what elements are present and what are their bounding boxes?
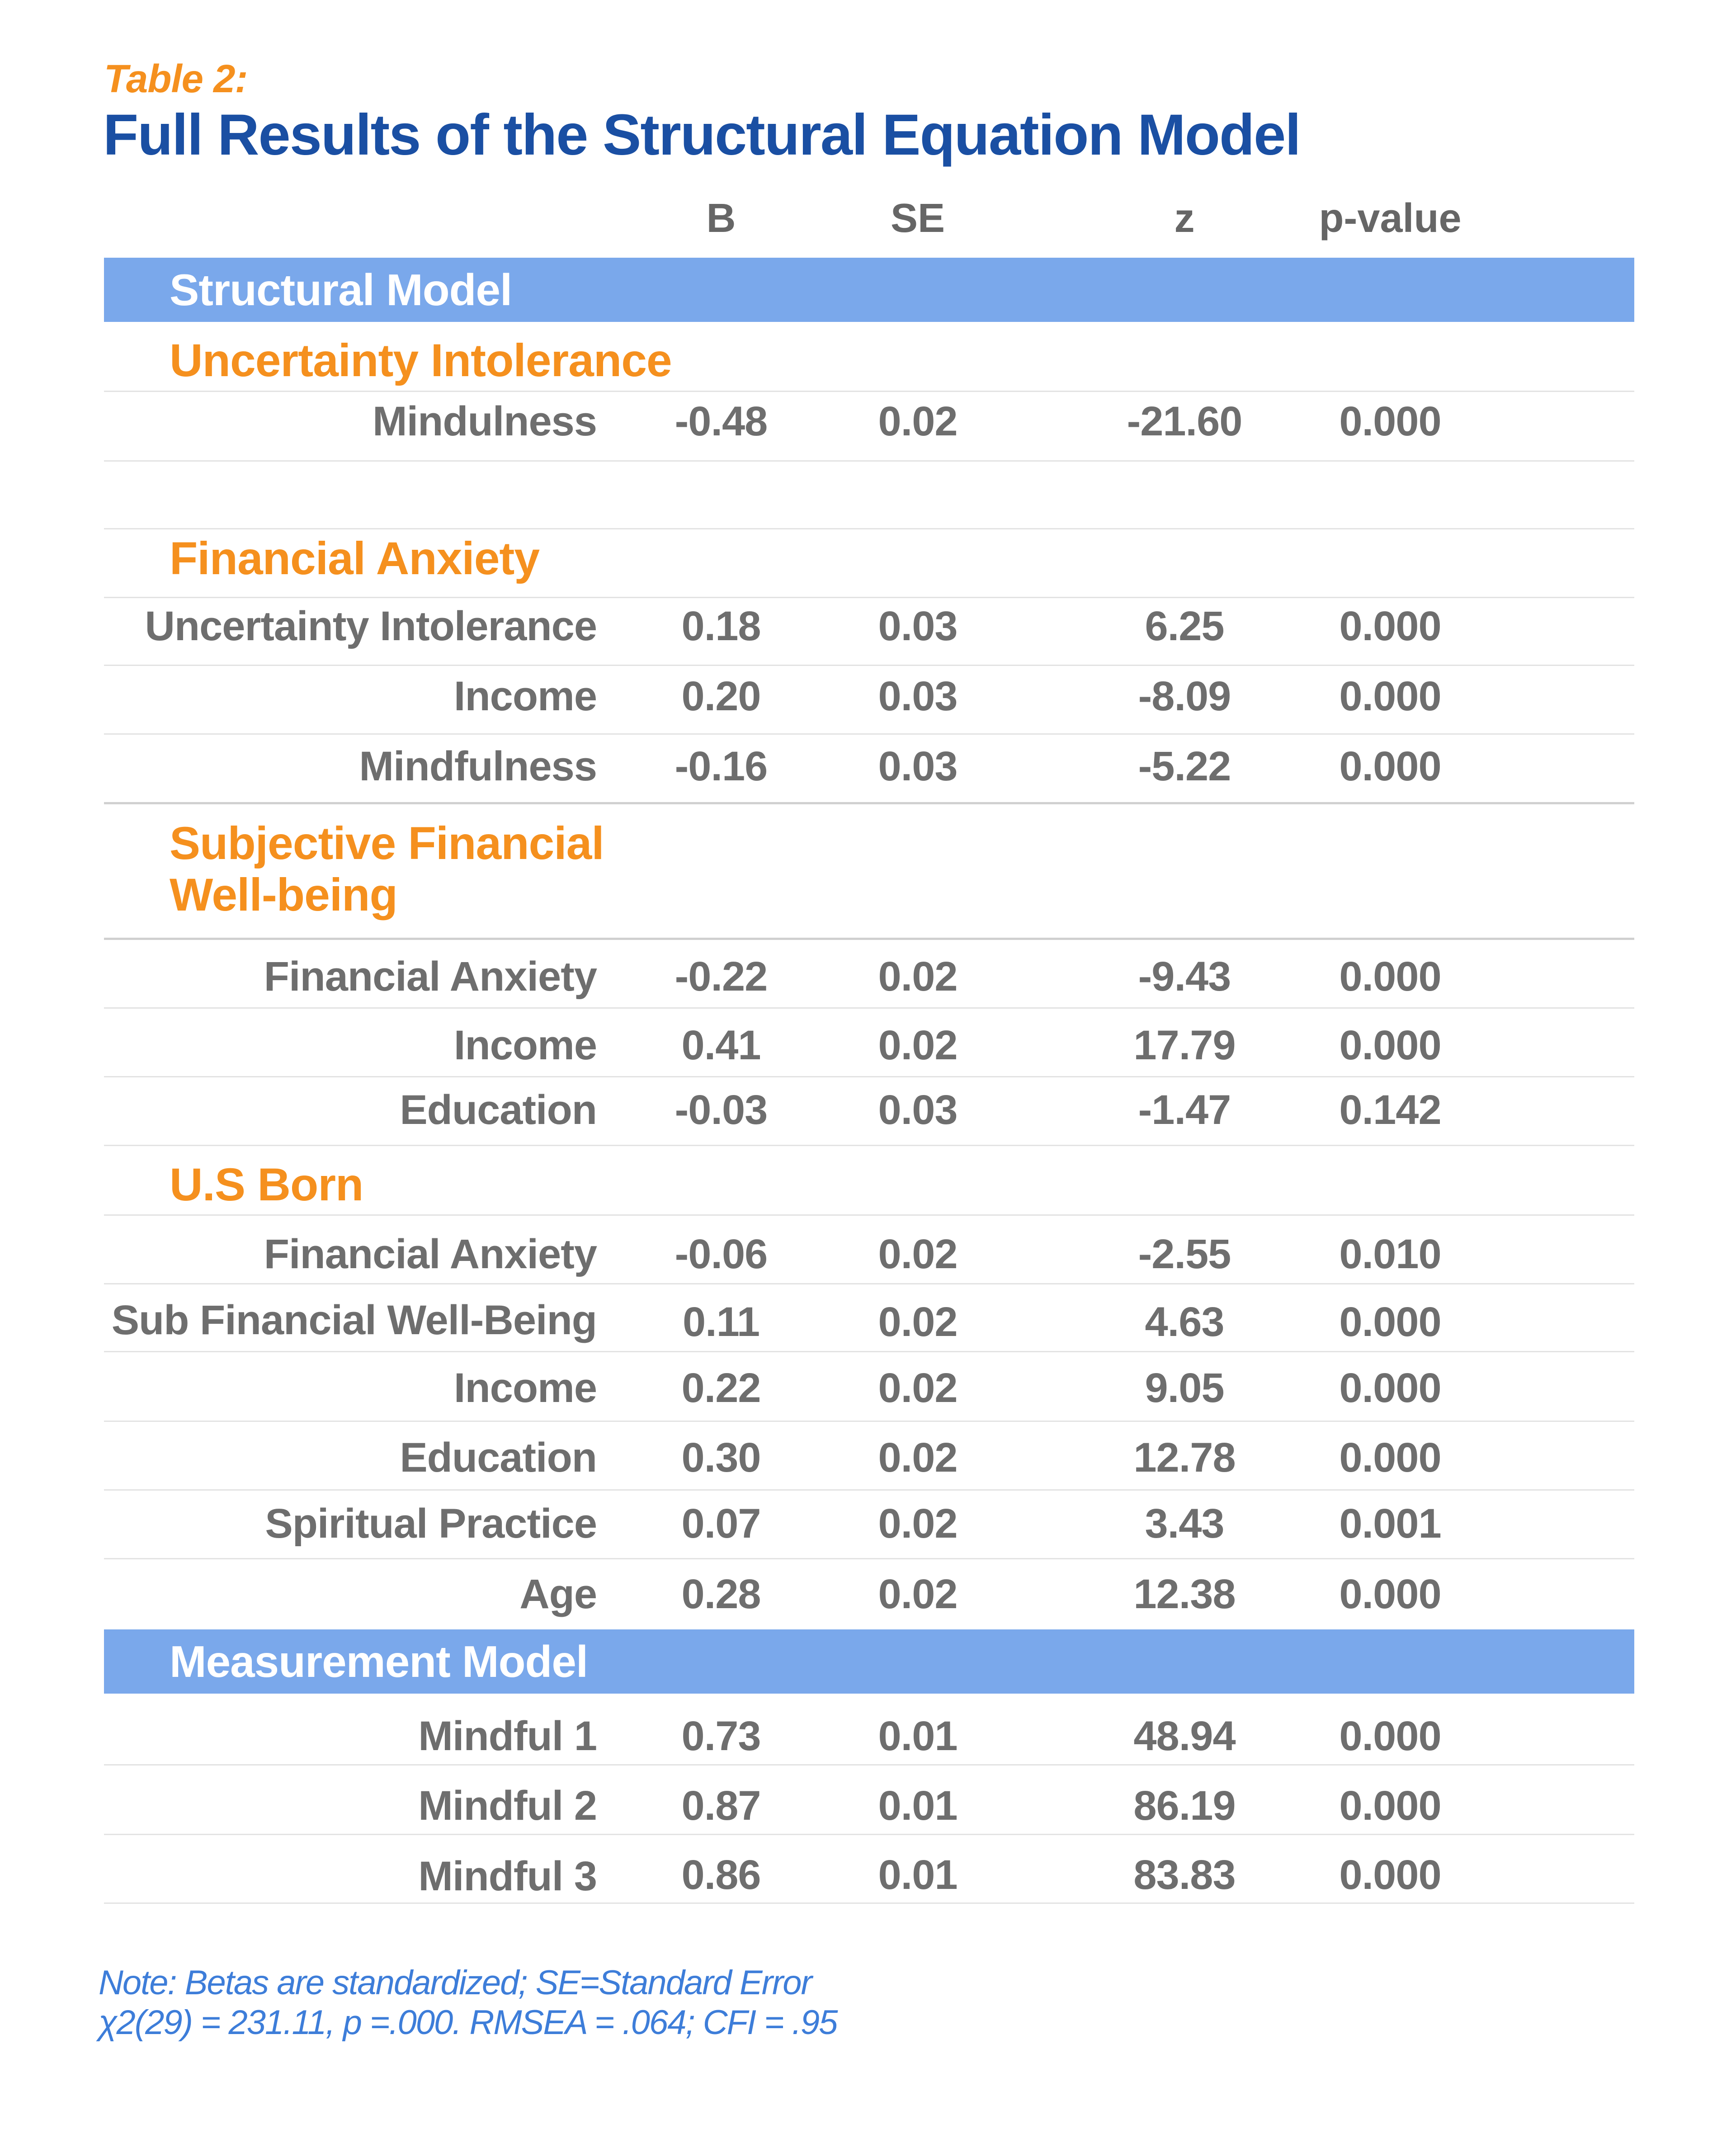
cell-b: 0.86 bbox=[681, 1852, 761, 1898]
cell-z: 17.79 bbox=[1133, 1022, 1236, 1068]
cell-z: -2.55 bbox=[1138, 1231, 1231, 1277]
section-band-structural-model bbox=[104, 258, 1634, 322]
group-title-line-2: Well-being bbox=[170, 869, 397, 921]
group-title-subjective-financial-well-being bbox=[170, 817, 604, 921]
row-divider bbox=[104, 1214, 1634, 1216]
cell-p: 0.010 bbox=[1339, 1231, 1441, 1277]
row-divider bbox=[104, 597, 1634, 598]
cell-p: 0.000 bbox=[1339, 1713, 1441, 1759]
cell-p: 0.142 bbox=[1339, 1087, 1441, 1133]
cell-se: 0.03 bbox=[878, 743, 958, 789]
column-header-se: SE bbox=[890, 196, 945, 241]
cell-b: 0.20 bbox=[681, 673, 761, 719]
row-label: Mindulness bbox=[372, 398, 597, 444]
column-header-b: B bbox=[706, 196, 736, 241]
row-label: Financial Anxiety bbox=[264, 954, 597, 1000]
row-divider bbox=[104, 1283, 1634, 1284]
table-title: Full Results of the Structural Equation Model bbox=[103, 103, 1300, 167]
row-label: Income bbox=[453, 673, 597, 719]
row-label: Education bbox=[400, 1435, 597, 1481]
group-divider bbox=[104, 802, 1634, 804]
group-title-financial-anxiety: Financial Anxiety bbox=[170, 533, 540, 584]
cell-b: 0.73 bbox=[681, 1713, 761, 1759]
row-divider bbox=[104, 1076, 1634, 1077]
cell-se: 0.02 bbox=[878, 1231, 958, 1277]
cell-b: 0.87 bbox=[681, 1783, 761, 1829]
cell-z: -1.47 bbox=[1138, 1087, 1231, 1133]
cell-z: -9.43 bbox=[1138, 954, 1231, 1000]
cell-z: 12.78 bbox=[1133, 1435, 1236, 1481]
row-label: Education bbox=[400, 1087, 597, 1133]
cell-z: 3.43 bbox=[1145, 1501, 1224, 1547]
cell-p: 0.000 bbox=[1339, 1299, 1441, 1345]
cell-p: 0.000 bbox=[1339, 1435, 1441, 1481]
cell-z: 83.83 bbox=[1133, 1852, 1236, 1898]
row-divider bbox=[104, 1489, 1634, 1491]
cell-b: 0.11 bbox=[683, 1299, 760, 1345]
cell-se: 0.02 bbox=[878, 1435, 958, 1481]
row-label: Mindful 1 bbox=[418, 1713, 597, 1759]
cell-p: 0.000 bbox=[1339, 603, 1441, 649]
row-divider bbox=[104, 1834, 1634, 1835]
row-divider bbox=[104, 1558, 1634, 1559]
cell-se: 0.02 bbox=[878, 1299, 958, 1345]
cell-b: -0.06 bbox=[675, 1231, 768, 1277]
row-label: Spiritual Practice bbox=[265, 1501, 597, 1547]
row-label: Income bbox=[453, 1022, 597, 1068]
table-caption: Table 2: bbox=[104, 57, 248, 101]
cell-z: -8.09 bbox=[1138, 673, 1231, 719]
cell-b: 0.18 bbox=[681, 603, 761, 649]
cell-se: 0.02 bbox=[878, 1571, 958, 1617]
group-title-line-1: Subjective Financial bbox=[170, 817, 604, 869]
column-header-p-value: p-value bbox=[1319, 196, 1462, 241]
cell-z: 6.25 bbox=[1145, 603, 1224, 649]
row-divider bbox=[104, 1007, 1634, 1009]
row-label: Uncertainty Intolerance bbox=[145, 603, 597, 649]
row-label: Mindful 3 bbox=[418, 1853, 597, 1899]
cell-b: 0.41 bbox=[681, 1022, 761, 1068]
cell-b: 0.07 bbox=[681, 1501, 761, 1547]
cell-b: 0.30 bbox=[681, 1435, 761, 1481]
section-label: Measurement Model bbox=[170, 1637, 588, 1686]
row-divider bbox=[104, 733, 1634, 735]
cell-z: -5.22 bbox=[1138, 743, 1231, 789]
section-label: Structural Model bbox=[170, 265, 512, 315]
cell-p: 0.000 bbox=[1339, 398, 1441, 444]
cell-se: 0.02 bbox=[878, 954, 958, 1000]
row-divider bbox=[104, 665, 1634, 666]
cell-se: 0.02 bbox=[878, 1022, 958, 1068]
cell-se: 0.02 bbox=[878, 1501, 958, 1547]
cell-z: 86.19 bbox=[1133, 1783, 1236, 1829]
row-label: Financial Anxiety bbox=[264, 1231, 597, 1277]
table-note-line-2: χ2(29) = 231.11, p =.000. RMSEA = .064; CFI = .95 bbox=[99, 2003, 837, 2042]
column-header-z: z bbox=[1174, 196, 1195, 241]
row-divider bbox=[104, 1764, 1634, 1766]
cell-p: 0.000 bbox=[1339, 1852, 1441, 1898]
cell-b: -0.16 bbox=[675, 743, 768, 789]
row-divider bbox=[104, 938, 1634, 940]
row-label: Mindful 2 bbox=[418, 1783, 597, 1829]
cell-b: 0.22 bbox=[681, 1365, 761, 1411]
cell-z: 48.94 bbox=[1133, 1713, 1236, 1759]
row-divider bbox=[104, 391, 1634, 392]
cell-p: 0.000 bbox=[1339, 1365, 1441, 1411]
cell-se: 0.03 bbox=[878, 673, 958, 719]
cell-z: 4.63 bbox=[1145, 1299, 1224, 1345]
row-divider bbox=[104, 1145, 1634, 1146]
section-band-measurement-model bbox=[104, 1629, 1634, 1694]
cell-se: 0.01 bbox=[878, 1713, 958, 1759]
row-label: Sub Financial Well-Being bbox=[111, 1297, 597, 1343]
cell-p: 0.000 bbox=[1339, 1571, 1441, 1617]
row-label: Mindfulness bbox=[359, 743, 597, 789]
cell-p: 0.001 bbox=[1339, 1501, 1441, 1547]
row-label: Age bbox=[519, 1571, 597, 1617]
cell-p: 0.000 bbox=[1339, 1022, 1441, 1068]
cell-se: 0.01 bbox=[878, 1783, 958, 1829]
cell-se: 0.02 bbox=[878, 398, 958, 444]
group-title-us-born: U.S Born bbox=[170, 1159, 363, 1210]
cell-b: -0.22 bbox=[675, 954, 768, 1000]
cell-p: 0.000 bbox=[1339, 954, 1441, 1000]
cell-b: -0.03 bbox=[675, 1087, 768, 1133]
row-divider bbox=[104, 460, 1634, 462]
table-note-line-1: Note: Betas are standardized; SE=Standard Error bbox=[99, 1964, 811, 2002]
cell-z: 9.05 bbox=[1145, 1365, 1224, 1411]
row-divider bbox=[104, 1421, 1634, 1422]
cell-b: 0.28 bbox=[681, 1571, 761, 1617]
row-divider bbox=[104, 528, 1634, 529]
cell-se: 0.03 bbox=[878, 1087, 958, 1133]
cell-z: 12.38 bbox=[1133, 1571, 1236, 1617]
cell-se: 0.01 bbox=[878, 1852, 958, 1898]
cell-se: 0.02 bbox=[878, 1365, 958, 1411]
group-title-uncertainty-intolerance: Uncertainty Intolerance bbox=[170, 335, 672, 386]
cell-p: 0.000 bbox=[1339, 1783, 1441, 1829]
row-divider bbox=[104, 1902, 1634, 1904]
cell-p: 0.000 bbox=[1339, 743, 1441, 789]
row-label: Income bbox=[453, 1365, 597, 1411]
row-divider bbox=[104, 1351, 1634, 1352]
cell-z: -21.60 bbox=[1127, 398, 1242, 444]
cell-se: 0.03 bbox=[878, 603, 958, 649]
cell-p: 0.000 bbox=[1339, 673, 1441, 719]
cell-b: -0.48 bbox=[675, 398, 768, 444]
